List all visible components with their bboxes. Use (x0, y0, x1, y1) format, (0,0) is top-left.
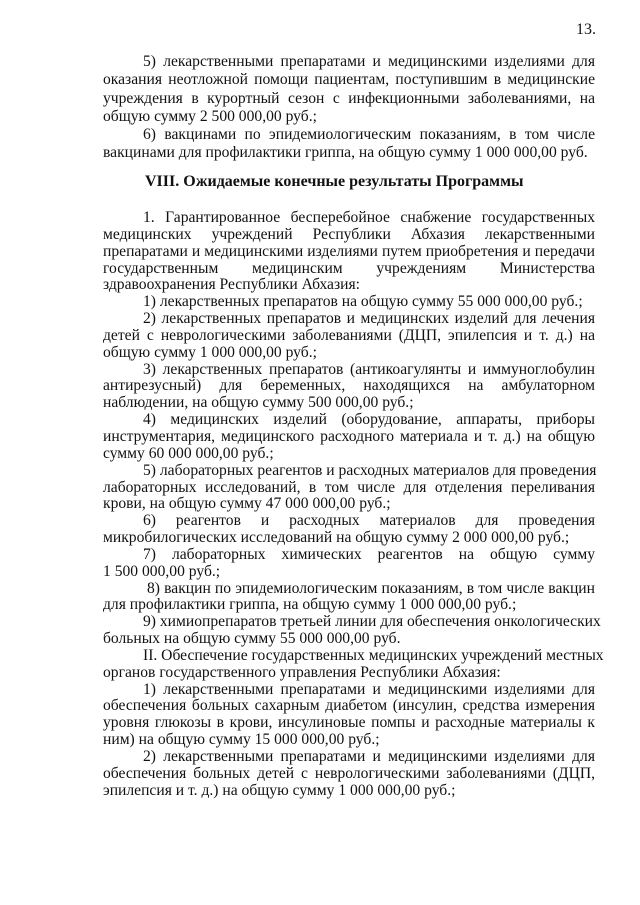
paragraph (103, 581, 595, 615)
text-line: обеспечения больных сахарным диабетом (инсулин, средства измерения (103, 697, 595, 715)
text-line: инструментария, медицинского расходного материала и т. д.) на общую (103, 427, 595, 445)
section-heading: VIII. Ожидаемые конечные результаты Программы (145, 173, 524, 190)
text-line: 1 500 000,00 руб.; (103, 562, 221, 580)
text-line: 1. Гарантированное бесперебойное снабжение государственных (143, 209, 595, 226)
text-line: здравоохранения Республики Абхазия: (103, 276, 360, 294)
text-line: для профилактики гриппа, на общую сумму 1 000 000,00 руб.; (103, 596, 517, 614)
paragraph (103, 749, 595, 800)
text-line: ним) на общую сумму 15 000 000,00 руб.; (103, 731, 380, 749)
paragraph (103, 547, 595, 581)
text-line: 5) лекарственными препаратами и медицинскими изделиями для (143, 53, 595, 70)
text-line: 4) медицинских изделий (оборудование, аппараты, приборы (143, 411, 595, 429)
text-line: препаратами и медицинскими изделиями путем приобретения и передачи (103, 242, 595, 260)
text-line: обеспечения больных детей с неврологическими заболеваниями (ДЦП, (103, 764, 595, 782)
page-number: 13. (576, 21, 596, 38)
paragraph (103, 463, 595, 514)
text-line: 1) лекарственными препаратами и медицинскими изделиями для (143, 680, 595, 698)
text-line: 6) вакцинами по эпидемиологическим показаниям, в том числе (143, 126, 595, 144)
text-line: общую сумму 2 500 000,00 руб.; (103, 107, 317, 125)
text-line: 9) химиопрепаратов третьей линии для обеспечения онкологических (143, 613, 601, 631)
text-line: II. Обеспечение государственных медицинских учреждений местных (143, 646, 604, 664)
text-line: общую сумму 1 000 000,00 руб.; (103, 343, 317, 361)
text-line: 2) лекарственных препаратов и медицинских изделий для лечения (143, 310, 595, 328)
paragraph (103, 412, 595, 463)
paragraph (103, 311, 595, 362)
text-line: оказания неотложной помощи пациентам, поступившим в медицинские (103, 71, 595, 89)
paragraph (103, 613, 601, 648)
paragraph (103, 513, 595, 547)
text-line: органов государственного управления Республики Абхазия: (103, 663, 501, 681)
section-body (103, 209, 604, 800)
paragraph (103, 53, 595, 126)
text-line: больных на общую сумму 55 000 000,00 руб. (103, 630, 401, 648)
list-continuation (103, 53, 595, 163)
text-line: медицинских учреждений Республики Абхазия лекарственными (103, 225, 595, 243)
text-line: детей с неврологическими заболеваниями (ДЦП, эпилепсия и т. д.) на (103, 326, 595, 344)
text-line: 3) лекарственных препаратов (антикоагулянты и иммуноглобулин (143, 360, 595, 378)
text-line: 7) лабораторных химических реагентов на общую сумму (143, 545, 595, 563)
text-line: эпилепсия и т. д.) на общую сумму 1 000 000,00 руб.; (103, 781, 456, 799)
paragraph (103, 362, 595, 413)
paragraph (103, 126, 595, 163)
text-line: наблюдении, на общую сумму 500 000,00 руб.; (103, 394, 414, 412)
text-line: 5) лабораторных реагентов и расходных материалов для проведения (143, 461, 597, 479)
text-line: 1) лекарственных препаратов на общую сумму 55 000 000,00 руб.; (143, 293, 583, 311)
text-line: лабораторных исследований, в том числе для отделения переливания (103, 478, 595, 496)
text-line: 8) вакцин по эпидемиологическим показаниям, в том числе вакцин (147, 579, 595, 597)
text-line: учреждения в курортный сезон с инфекционными заболеваниями, на (103, 89, 595, 107)
paragraph (103, 682, 595, 749)
text-line: 6) реагентов и расходных материалов для проведения (143, 512, 595, 530)
text-line: крови, на общую сумму 47 000 000,00 руб.; (103, 495, 391, 513)
text-line: антирезусный) для беременных, находящихся на амбулаторном (103, 377, 595, 395)
text-line: государственным медицинским учреждениям Министерства (103, 259, 595, 277)
text-line: сумму 60 000 000,00 руб.; (103, 444, 274, 462)
paragraph (103, 210, 595, 294)
paragraph (103, 294, 595, 311)
text-line: вакцинами для профилактики гриппа, на общую сумму 1 000 000,00 руб. (103, 144, 588, 162)
text-line: 2) лекарственными препаратами и медицинскими изделиями для (143, 748, 595, 765)
text-line: уровня глюкозы в крови, инсулиновые помпы и расходные материалы к (103, 714, 595, 732)
paragraph (103, 646, 604, 682)
text-line: микробилогических исследований на общую сумму 2 000 000,00 руб.; (103, 529, 570, 547)
